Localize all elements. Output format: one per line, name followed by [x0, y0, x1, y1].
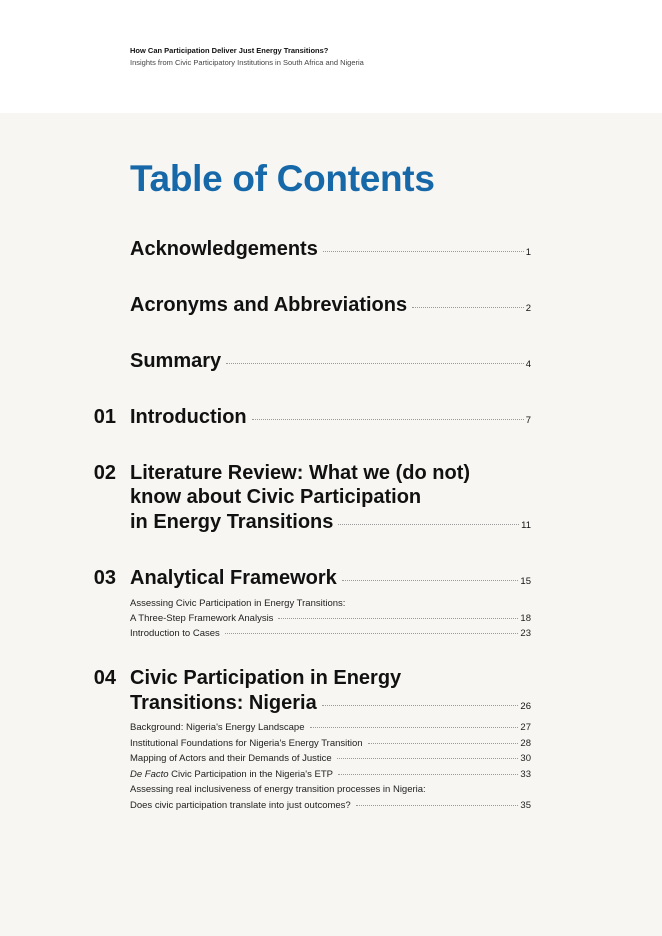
- toc-page-number: 35: [520, 800, 531, 811]
- toc-entry-introduction[interactable]: [130, 405, 531, 433]
- chapter-number-04: 04: [93, 667, 116, 689]
- toc-entry-label: Summary: [130, 350, 222, 372]
- dot-leader: [356, 805, 519, 806]
- toc-page-number: 33: [520, 769, 531, 780]
- toc-subentry-nigeria-5-line1[interactable]: Assessing real inclusiveness of energy transition processes in Nigeria:: [130, 784, 426, 795]
- dot-leader: [252, 419, 524, 420]
- toc-subentry-framework-1-line1[interactable]: Assessing Civic Participation in Energy Transitions:: [130, 598, 346, 609]
- toc-page-number: 15: [520, 576, 531, 587]
- toc-subentry-label: Mapping of Actors and their Demands of Justice: [130, 753, 332, 764]
- dot-leader: [337, 758, 519, 759]
- toc-entry-label: Transitions: Nigeria: [130, 692, 317, 714]
- toc-entry-acronyms[interactable]: [130, 293, 531, 321]
- dot-leader: [342, 580, 519, 581]
- toc-entry-label: in Energy Transitions: [130, 511, 334, 533]
- page-header: [0, 0, 662, 113]
- toc-page-number: 4: [525, 359, 531, 370]
- chapter-number-01: 01: [93, 406, 116, 428]
- dot-leader: [278, 618, 518, 619]
- toc-page-number: 26: [520, 701, 531, 712]
- chapter-number-02: 02: [93, 462, 116, 484]
- toc-page-number: 11: [521, 520, 531, 531]
- toc-subentry-label: [130, 769, 333, 781]
- toc-subentry-italic: De Facto: [130, 769, 169, 780]
- dot-leader: [338, 524, 519, 525]
- toc-section: [0, 113, 662, 936]
- toc-entry-label: Acknowledgements: [130, 238, 318, 260]
- toc-entry-literature[interactable]: [130, 510, 531, 538]
- toc-entry-nigeria[interactable]: [130, 691, 531, 719]
- dot-leader: [323, 251, 524, 252]
- toc-page-number: 2: [525, 303, 531, 314]
- dot-leader: [338, 774, 518, 775]
- toc-entry-literature-line2[interactable]: know about Civic Participation: [130, 486, 422, 508]
- toc-subentry-nigeria-4[interactable]: [130, 769, 531, 781]
- dot-leader: [322, 705, 519, 706]
- toc-entry-summary[interactable]: [130, 349, 531, 377]
- toc-subentry-label: Institutional Foundations for Nigeria's Energy Transition: [130, 738, 363, 749]
- toc-page-number: 7: [525, 415, 531, 426]
- toc-entry-label: Introduction: [130, 406, 247, 428]
- toc-heading: Table of Contents: [130, 158, 435, 199]
- toc-page-number: 1: [525, 247, 531, 258]
- toc-page-number: 28: [520, 738, 531, 749]
- toc-subentry-label: Introduction to Cases: [130, 628, 220, 639]
- toc-subentry-text: Civic Participation in the Nigeria's ETP: [168, 769, 333, 780]
- dot-leader: [226, 363, 524, 364]
- toc-subentry-label: A Three-Step Framework Analysis: [130, 613, 274, 624]
- dot-leader: [412, 307, 524, 308]
- dot-leader: [225, 633, 519, 634]
- toc-page-number: 18: [520, 613, 531, 624]
- toc-page-number: 23: [520, 628, 531, 639]
- toc-subentry-label: Does civic participation translate into just outcomes?: [130, 800, 351, 811]
- chapter-number-03: 03: [93, 567, 116, 589]
- toc-subentry-framework-1[interactable]: [130, 613, 531, 625]
- toc-subentry-label: Background: Nigeria's Energy Landscape: [130, 722, 305, 733]
- toc-subentry-nigeria-5[interactable]: [130, 800, 531, 812]
- toc-entry-label: Analytical Framework: [130, 567, 337, 589]
- toc-entry-acknowledgements[interactable]: [130, 237, 531, 265]
- toc-entry-nigeria-line1[interactable]: Civic Participation in Energy: [130, 667, 402, 689]
- report-subtitle: Insights from Civic Participatory Institutions in South Africa and Nigeria: [130, 58, 364, 67]
- toc-entry-literature-line1[interactable]: Literature Review: What we (do not): [130, 462, 471, 484]
- report-title: How Can Participation Deliver Just Energy Transitions?: [130, 46, 329, 55]
- toc-subentry-nigeria-2[interactable]: [130, 738, 531, 750]
- toc-page-number: 27: [520, 722, 531, 733]
- dot-leader: [310, 727, 519, 728]
- toc-subentry-nigeria-3[interactable]: [130, 753, 531, 765]
- toc-subentry-framework-2[interactable]: [130, 628, 531, 640]
- toc-entry-label: Acronyms and Abbreviations: [130, 294, 408, 316]
- toc-subentry-nigeria-1[interactable]: [130, 722, 531, 734]
- toc-entry-framework[interactable]: [130, 566, 531, 594]
- toc-page-number: 30: [520, 753, 531, 764]
- dot-leader: [368, 743, 519, 744]
